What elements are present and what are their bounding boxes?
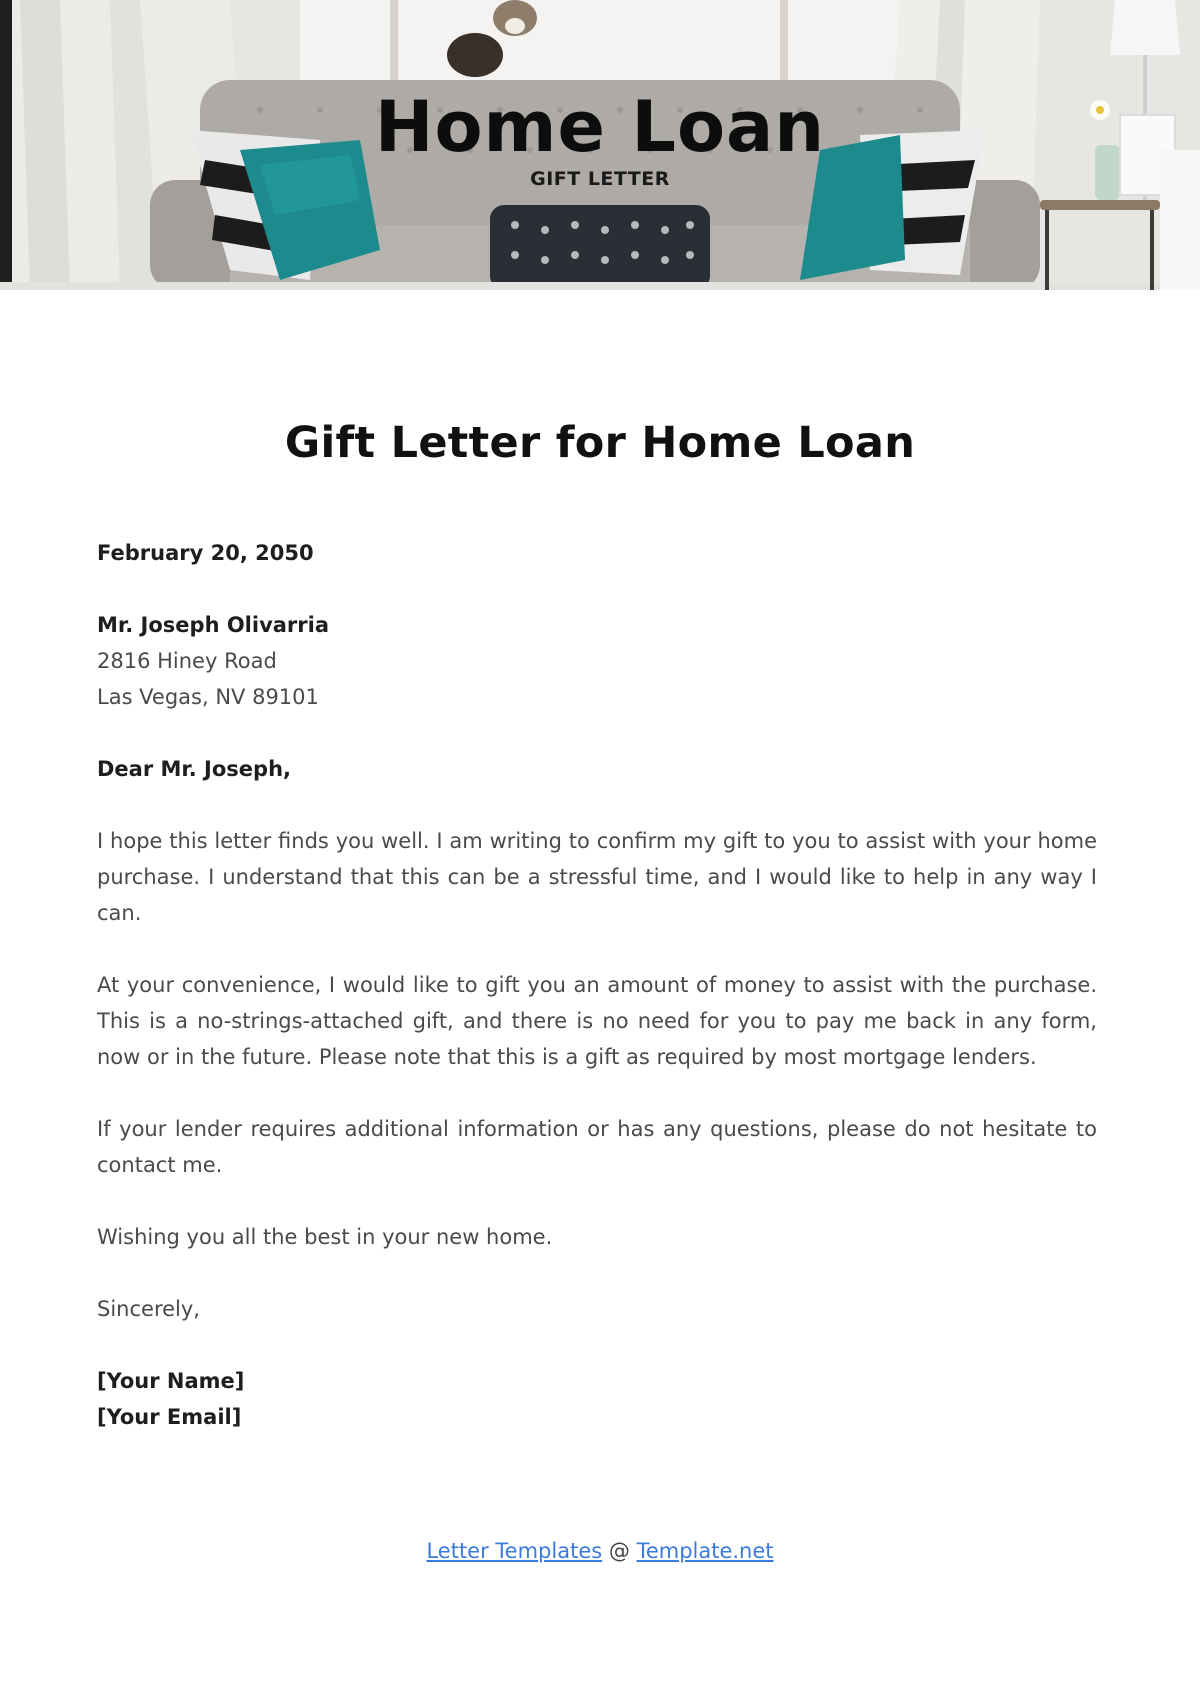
recipient-name: Mr. Joseph Olivarria <box>97 613 330 637</box>
footer-separator: @ <box>608 1539 630 1563</box>
paragraph-wishes: Wishing you all the best in your new home. <box>97 1225 553 1249</box>
signature-name: [Your Name] <box>97 1369 245 1393</box>
template-net-link[interactable]: Template.net <box>636 1539 774 1563</box>
document-title: Gift Letter for Home Loan <box>284 418 916 468</box>
footer <box>0 1539 1200 1563</box>
letter-body <box>97 535 1097 1471</box>
paragraph-gift-details: At your convenience, I would like to gift you an amount of money to assist with the purchase. This is a no-strings-attached gift, and there is no need for you to pay me back in any form, now or in the future. Please note that this is a gift as required by most mortgage lenders. <box>97 973 1097 1069</box>
paragraph-intro: I hope this letter finds you well. I am writing to confirm my gift to you to assist with your home purchase. I understand that this can be a stressful time, and I would like to help in any way I can. <box>97 829 1097 925</box>
letter-date: February 20, 2050 <box>97 541 314 565</box>
banner-title: Home Loan <box>374 86 826 168</box>
letter-templates-link[interactable]: Letter Templates <box>426 1539 603 1563</box>
recipient-address <box>97 607 1097 715</box>
salutation: Dear Mr. Joseph, <box>97 757 292 781</box>
banner-subtitle: GIFT LETTER <box>530 168 670 190</box>
closing: Sincerely, <box>97 1297 200 1321</box>
paragraph-contact: If your lender requires additional information or has any questions, please do not hesitate to contact me. <box>97 1117 1097 1177</box>
recipient-address-line2: Las Vegas, NV 89101 <box>97 685 319 709</box>
signature-email: [Your Email] <box>97 1405 242 1429</box>
recipient-address-line1: 2816 Hiney Road <box>97 649 277 673</box>
header-banner <box>0 0 1200 290</box>
signature <box>97 1363 1097 1435</box>
